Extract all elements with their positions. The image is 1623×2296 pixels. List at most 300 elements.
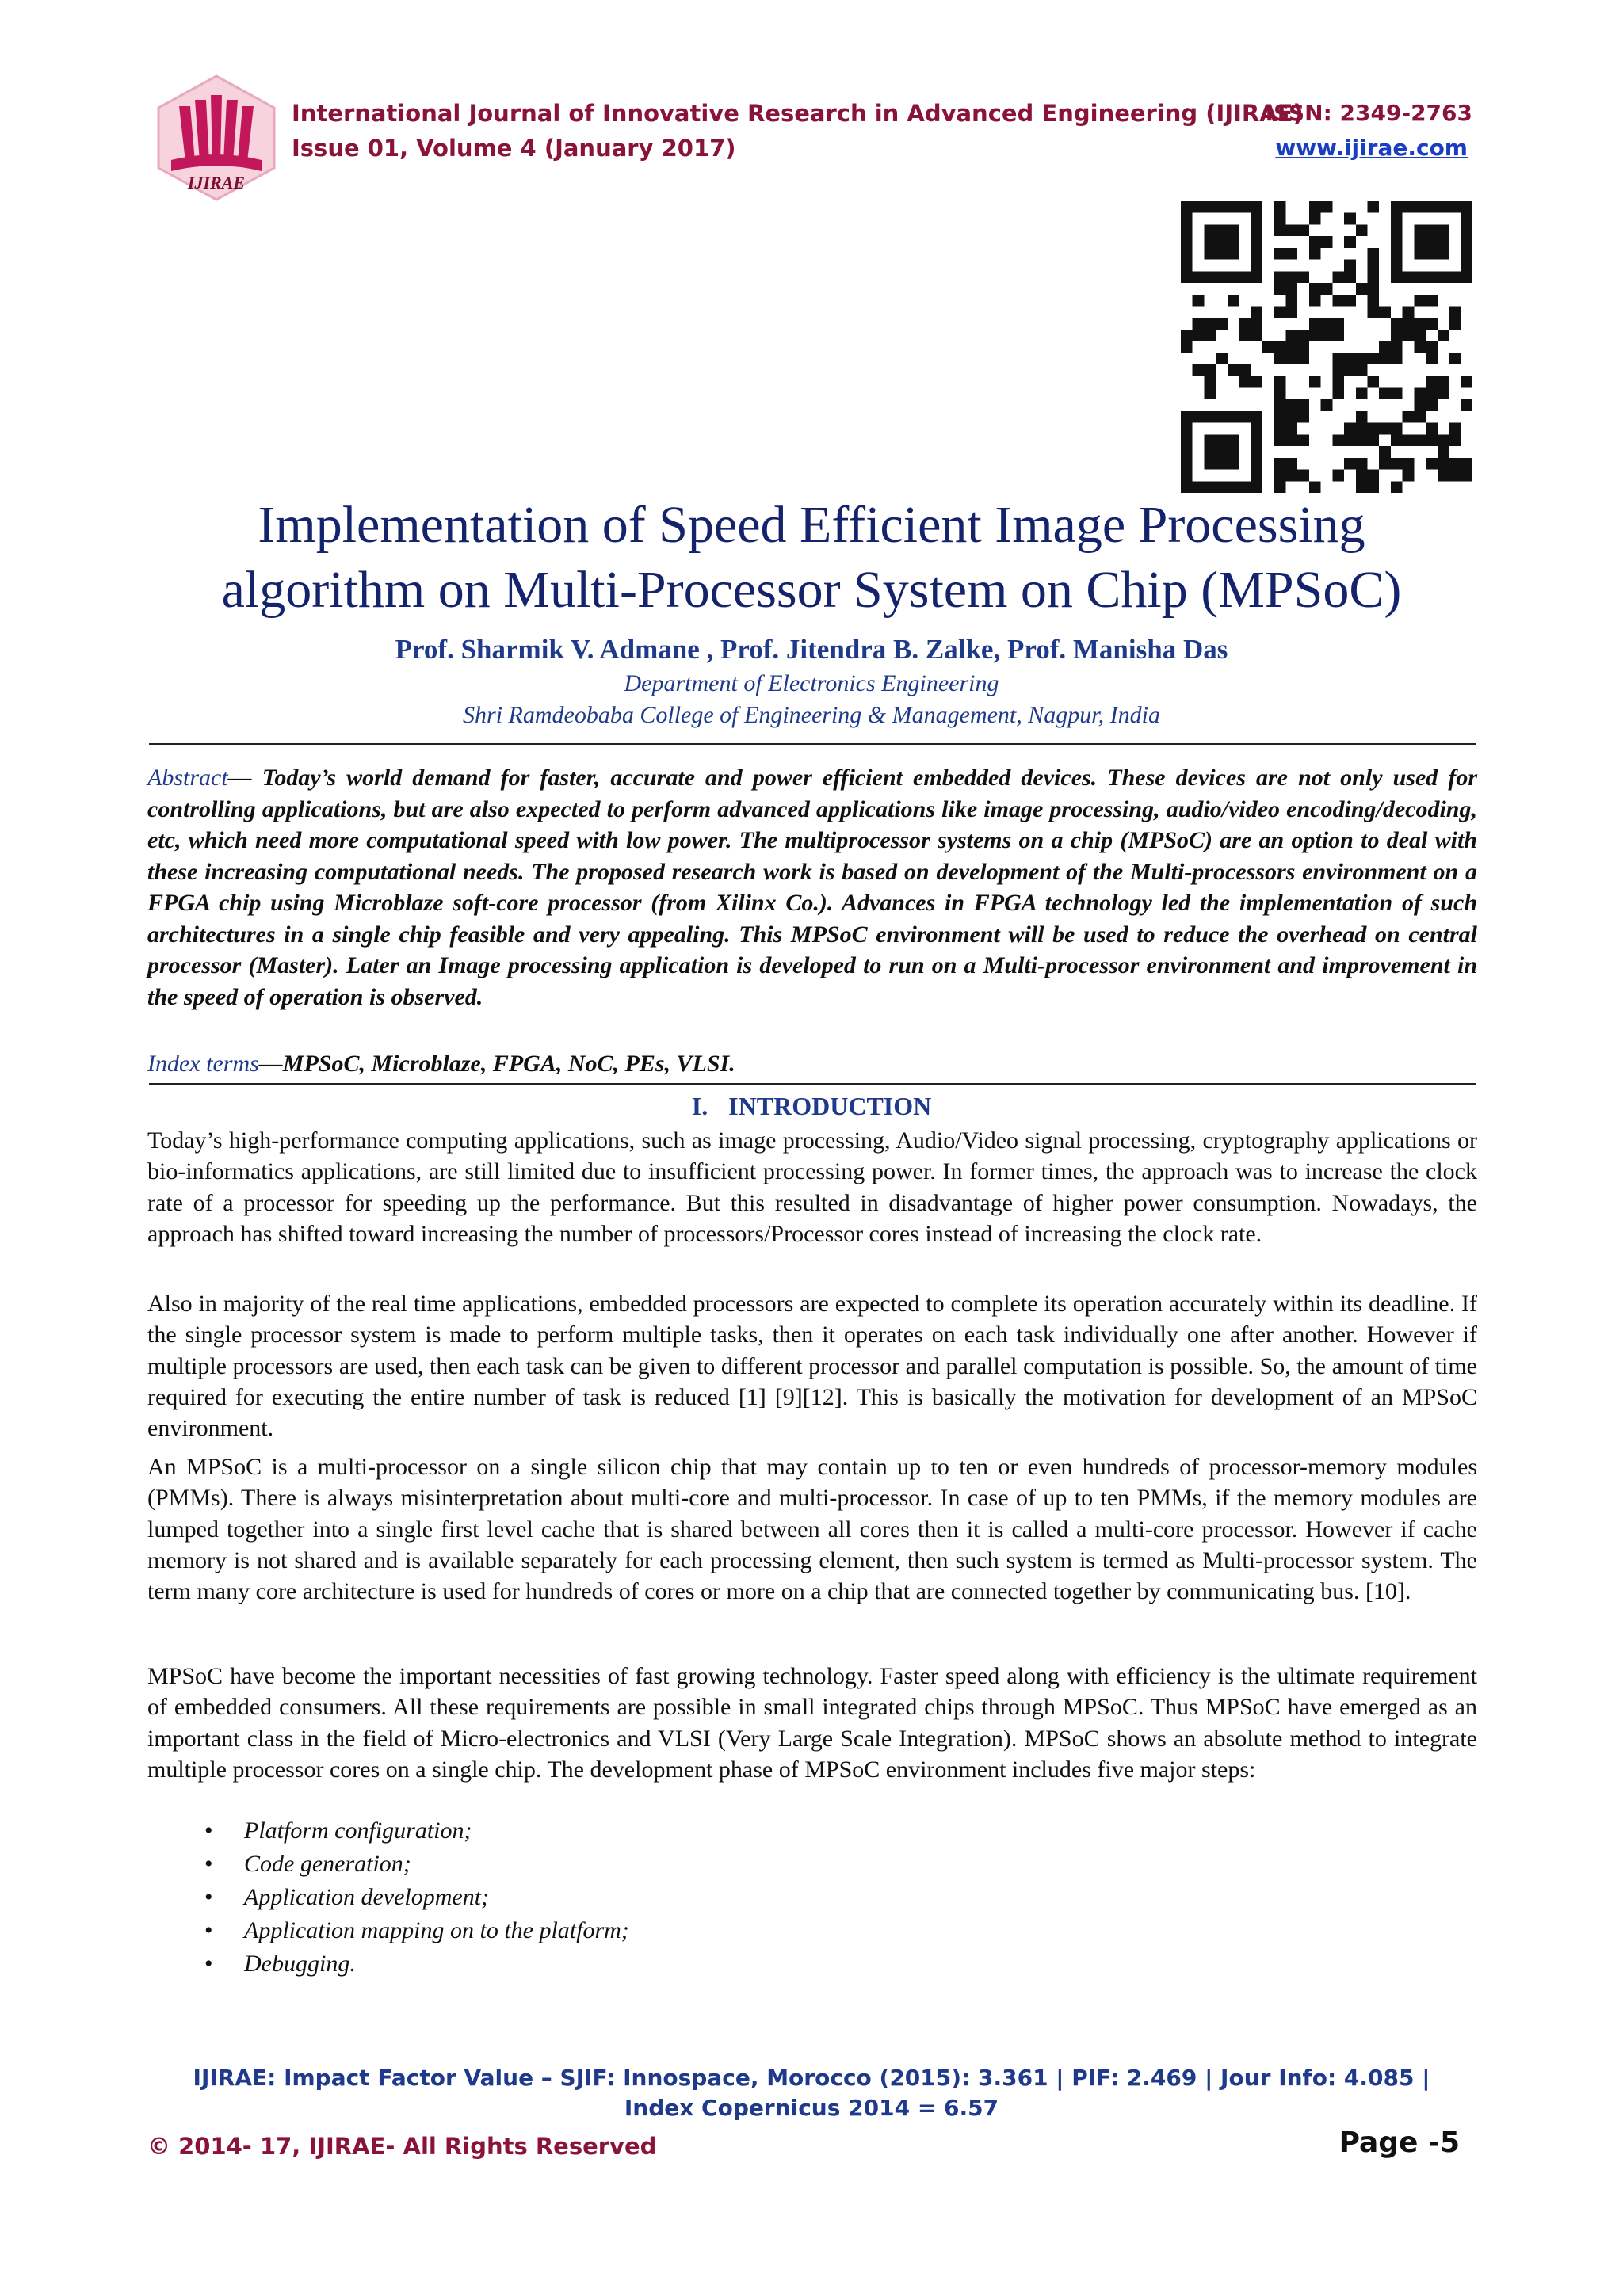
qr-module: [1239, 411, 1251, 423]
qr-module: [1379, 306, 1391, 318]
qr-module: [1228, 236, 1239, 248]
qr-module: [1356, 481, 1368, 493]
qr-module: [1426, 341, 1438, 353]
qr-module: [1297, 411, 1309, 423]
qr-module: [1274, 458, 1286, 470]
qr-module: [1391, 388, 1403, 400]
development-steps-list: [204, 1814, 629, 1981]
qr-module: [1181, 411, 1193, 423]
qr-module: [1274, 399, 1286, 411]
qr-module: [1414, 201, 1426, 213]
qr-module: [1285, 283, 1297, 295]
qr-module: [1181, 341, 1193, 353]
qr-module: [1204, 330, 1216, 341]
qr-module: [1414, 330, 1426, 341]
qr-module: [1391, 458, 1403, 470]
qr-module: [1251, 260, 1262, 272]
qr-module: [1297, 399, 1309, 411]
qr-module: [1309, 376, 1321, 388]
qr-module: [1356, 411, 1368, 423]
qr-module: [1285, 434, 1297, 446]
qr-module: [1181, 458, 1193, 470]
qr-module: [1274, 353, 1286, 364]
issue-info: Issue 01, Volume 4 (January 2017): [292, 135, 736, 162]
qr-module: [1216, 318, 1228, 330]
qr-module: [1285, 295, 1297, 307]
qr-module: [1309, 318, 1321, 330]
qr-module: [1426, 399, 1438, 411]
qr-module: [1309, 330, 1321, 341]
qr-module: [1193, 201, 1205, 213]
qr-module: [1274, 388, 1286, 400]
qr-module: [1449, 318, 1461, 330]
qr-module: [1251, 248, 1262, 260]
qr-module: [1461, 260, 1472, 272]
affiliation: Shri Ramdeobaba College of Engineering & Management, Nagpur, India: [463, 702, 1160, 728]
qr-module: [1193, 481, 1205, 493]
qr-module: [1391, 423, 1403, 435]
department: Department of Electronics Engineering: [624, 670, 999, 696]
qr-module: [1228, 434, 1239, 446]
qr-module: [1414, 248, 1426, 260]
qr-module: [1461, 248, 1472, 260]
qr-module: [1216, 411, 1228, 423]
qr-module: [1181, 481, 1193, 493]
qr-module: [1251, 236, 1262, 248]
qr-module: [1193, 330, 1205, 341]
qr-module: [1285, 423, 1297, 435]
qr-module: [1391, 201, 1403, 213]
qr-module: [1344, 260, 1356, 272]
qr-module: [1204, 318, 1216, 330]
qr-module: [1426, 434, 1438, 446]
qr-module: [1461, 201, 1472, 213]
qr-module: [1438, 470, 1449, 482]
qr-module: [1379, 341, 1391, 353]
divider: [149, 743, 1476, 745]
qr-module: [1426, 248, 1438, 260]
qr-module: [1251, 481, 1262, 493]
qr-module: [1426, 423, 1438, 435]
qr-module: [1321, 318, 1333, 330]
qr-module: [1285, 306, 1297, 318]
qr-module: [1251, 318, 1262, 330]
qr-module: [1344, 295, 1356, 307]
qr-module: [1251, 470, 1262, 482]
qr-module: [1461, 224, 1472, 236]
qr-module: [1332, 353, 1344, 364]
qr-module: [1426, 271, 1438, 283]
qr-module: [1391, 353, 1403, 364]
qr-module: [1449, 470, 1461, 482]
qr-module: [1204, 271, 1216, 283]
qr-module: [1251, 213, 1262, 225]
qr-module: [1274, 248, 1286, 260]
qr-module: [1368, 295, 1380, 307]
qr-module: [1379, 423, 1391, 435]
qr-module: [1274, 481, 1286, 493]
qr-module: [1309, 283, 1321, 295]
qr-module: [1414, 295, 1426, 307]
qr-module: [1181, 434, 1193, 446]
qr-module: [1285, 330, 1297, 341]
qr-module: [1426, 376, 1438, 388]
qr-module: [1379, 388, 1391, 400]
qr-module: [1204, 458, 1216, 470]
qr-module: [1204, 446, 1216, 458]
qr-module: [1461, 458, 1472, 470]
qr-module: [1332, 434, 1344, 446]
qr-module: [1204, 201, 1216, 213]
qr-module: [1438, 376, 1449, 388]
index-copernicus-line: Index Copernicus 2014 = 6.57: [624, 2095, 999, 2121]
qr-module: [1438, 271, 1449, 283]
qr-module: [1297, 341, 1309, 353]
qr-module: [1251, 458, 1262, 470]
qr-module: [1379, 446, 1391, 458]
qr-module: [1344, 434, 1356, 446]
qr-module: [1368, 260, 1380, 272]
paper-title-line-2: algorithm on Multi-Processor System on Chip (MPSoC): [221, 561, 1402, 619]
qr-module: [1251, 411, 1262, 423]
qr-module: [1321, 399, 1333, 411]
qr-module: [1181, 224, 1193, 236]
qr-module: [1239, 376, 1251, 388]
qr-module: [1285, 353, 1297, 364]
abstract: [147, 762, 1477, 1013]
qr-module: [1368, 271, 1380, 283]
qr-module: [1297, 434, 1309, 446]
qr-module: [1228, 458, 1239, 470]
list-item: • Application mapping on to the platform;: [204, 1914, 629, 1947]
qr-module: [1391, 248, 1403, 260]
qr-module: [1297, 330, 1309, 341]
abstract-text: Today’s world demand for faster, accurate and power efficient embedded devices. These devices are not only used for controlling applications, but are also expected to perform advanced applications like image processing, audio/video encoding/decoding, etc, which need more computational speed with low power. The multiprocessor systems on a chip (MPSoC) are an option to deal with these increasing computational needs. The proposed research work is based on development of the Multi-processors environment on a FPGA chip using Microblaze soft-core processor (from Xilinx Co.). Advances in FPGA technology led the implementation of such architectures in a single chip feasible and very appealing. This MPSoC environment will be used to reduce the overhead on central processor (Master). Later an Image processing application is developed to run on a Multi-processor environment and improvement in the speed of operation is observed.: [147, 765, 1478, 1010]
qr-module: [1228, 481, 1239, 493]
qr-module: [1391, 260, 1403, 272]
qr-module: [1216, 271, 1228, 283]
qr-module: [1332, 295, 1344, 307]
paper-title: [149, 493, 1474, 623]
qr-module: [1414, 224, 1426, 236]
qr-module: [1449, 458, 1461, 470]
qr-module: [1356, 283, 1368, 295]
copyright: © 2014- 17, IJIRAE- All Rights Reserved: [147, 2133, 657, 2160]
qr-module: [1344, 458, 1356, 470]
qr-module: [1449, 423, 1461, 435]
svg-text:IJIRAE: IJIRAE: [187, 173, 246, 193]
qr-module: [1228, 364, 1239, 376]
qr-module: [1216, 481, 1228, 493]
qr-module: [1181, 236, 1193, 248]
qr-module: [1216, 353, 1228, 364]
qr-module: [1274, 271, 1286, 283]
qr-code: [1181, 201, 1472, 493]
qr-module: [1228, 248, 1239, 260]
qr-module: [1344, 271, 1356, 283]
qr-module: [1368, 201, 1380, 213]
qr-module: [1368, 353, 1380, 364]
qr-module: [1403, 458, 1415, 470]
qr-module: [1426, 388, 1438, 400]
qr-module: [1321, 236, 1333, 248]
qr-module: [1204, 224, 1216, 236]
qr-module: [1461, 470, 1472, 482]
qr-module: [1426, 295, 1438, 307]
list-item: • Debugging.: [204, 1947, 629, 1981]
qr-module: [1181, 470, 1193, 482]
qr-module: [1449, 201, 1461, 213]
qr-module: [1321, 330, 1333, 341]
qr-module: [1414, 318, 1426, 330]
qr-module: [1285, 224, 1297, 236]
qr-module: [1228, 224, 1239, 236]
qr-module: [1274, 376, 1286, 388]
qr-module: [1414, 236, 1426, 248]
qr-module: [1403, 201, 1415, 213]
qr-module: [1414, 411, 1426, 423]
qr-module: [1356, 458, 1368, 470]
qr-module: [1438, 446, 1449, 458]
qr-module: [1391, 213, 1403, 225]
qr-module: [1193, 411, 1205, 423]
qr-module: [1391, 341, 1403, 353]
qr-module: [1449, 434, 1461, 446]
qr-module: [1228, 295, 1239, 307]
qr-module: [1438, 224, 1449, 236]
qr-module: [1181, 446, 1193, 458]
qr-module: [1309, 481, 1321, 493]
qr-module: [1216, 224, 1228, 236]
qr-module: [1239, 271, 1251, 283]
qr-module: [1274, 213, 1286, 225]
journal-website-link[interactable]: www.ijirae.com: [1275, 135, 1468, 161]
qr-module: [1426, 458, 1438, 470]
qr-module: [1391, 224, 1403, 236]
qr-module: [1321, 201, 1333, 213]
qr-module: [1391, 434, 1403, 446]
qr-module: [1297, 470, 1309, 482]
qr-module: [1391, 330, 1403, 341]
qr-module: [1181, 260, 1193, 272]
qr-module: [1251, 271, 1262, 283]
qr-module: [1368, 283, 1380, 295]
qr-module: [1285, 271, 1297, 283]
list-item: • Application development;: [204, 1881, 629, 1914]
qr-module: [1403, 271, 1415, 283]
qr-module: [1332, 388, 1344, 400]
section-number: I.: [691, 1092, 708, 1120]
divider: [149, 1083, 1476, 1085]
qr-module: [1356, 388, 1368, 400]
qr-module: [1274, 224, 1286, 236]
qr-module: [1216, 434, 1228, 446]
qr-module: [1368, 434, 1380, 446]
qr-module: [1285, 458, 1297, 470]
qr-module: [1216, 201, 1228, 213]
qr-module: [1403, 330, 1415, 341]
paper-title-line-1: Implementation of Speed Efficient Image Processing: [258, 496, 1365, 554]
qr-module: [1332, 376, 1344, 388]
qr-module: [1285, 248, 1297, 260]
qr-module: [1251, 224, 1262, 236]
qr-module: [1239, 364, 1251, 376]
qr-module: [1414, 388, 1426, 400]
qr-module: [1251, 306, 1262, 318]
qr-module: [1193, 364, 1205, 376]
qr-module: [1403, 318, 1415, 330]
qr-module: [1228, 271, 1239, 283]
qr-module: [1285, 470, 1297, 482]
qr-module: [1391, 271, 1403, 283]
qr-module: [1344, 364, 1356, 376]
qr-module: [1449, 306, 1461, 318]
qr-module: [1228, 201, 1239, 213]
qr-module: [1204, 236, 1216, 248]
qr-module: [1438, 434, 1449, 446]
qr-module: [1228, 446, 1239, 458]
qr-module: [1251, 446, 1262, 458]
qr-module: [1403, 306, 1415, 318]
qr-module: [1332, 318, 1344, 330]
qr-module: [1181, 330, 1193, 341]
body-paragraph: MPSoC have become the important necessities of fast growing technology. Faster speed along with efficiency is the ultimate requirement of embedded consumers. All these requirements are possible in small integrated chips through MPSoC. Thus MPSoC have emerged as an important class in the field of Micro-electronics and VLSI (Very Large Scale Integration). MPSoC shows an absolute method to integrate multiple processor cores on a single chip. The development phase of MPSoC environment includes five major steps:: [147, 1663, 1477, 1783]
qr-module: [1379, 458, 1391, 470]
qr-module: [1391, 236, 1403, 248]
qr-module: [1204, 481, 1216, 493]
qr-module: [1356, 224, 1368, 236]
qr-module: [1344, 236, 1356, 248]
qr-module: [1297, 353, 1309, 364]
journal-name: International Journal of Innovative Research in Advanced Engineering (IJIRAE): [292, 100, 1304, 127]
qr-module: [1414, 434, 1426, 446]
qr-module: [1216, 236, 1228, 248]
qr-module: [1274, 306, 1286, 318]
qr-module: [1356, 353, 1368, 364]
qr-module: [1181, 248, 1193, 260]
qr-module: [1274, 201, 1286, 213]
qr-module: [1344, 213, 1356, 225]
qr-module: [1204, 434, 1216, 446]
qr-module: [1251, 376, 1262, 388]
qr-module: [1321, 283, 1333, 295]
page-number: Page -5: [1338, 2126, 1460, 2159]
qr-module: [1251, 201, 1262, 213]
qr-module: [1251, 330, 1262, 341]
qr-module: [1344, 353, 1356, 364]
index-terms-text: —MPSoC, Microblaze, FPGA, NoC, PEs, VLSI.: [258, 1051, 735, 1077]
qr-module: [1309, 248, 1321, 260]
qr-module: [1426, 236, 1438, 248]
qr-module: [1181, 213, 1193, 225]
qr-module: [1426, 318, 1438, 330]
issn: ISSN: 2349-2763: [1265, 100, 1472, 126]
qr-module: [1438, 248, 1449, 260]
qr-module: [1414, 271, 1426, 283]
qr-module: [1193, 295, 1205, 307]
qr-module: [1193, 271, 1205, 283]
body-paragraph: An MPSoC is a multi-processor on a single silicon chip that may contain up to ten or even hundreds of processor-memory modules (PMMs). There is always misinterpretation about multi-core and multi-processor. In case of up to ten PMMs, if the memory modules are lumped together into a single first level cache that is shared between all cores then it is called a multi-core processor. However if cache memory is not shared and is available separately for each processing element, then such system is termed as Multi-processor system. The term many core architecture is used for hundreds of cores or more on a chip that are connected together by communicating bus. [10].: [147, 1454, 1477, 1605]
qr-module: [1228, 411, 1239, 423]
qr-module: [1285, 399, 1297, 411]
qr-module: [1204, 388, 1216, 400]
qr-module: [1297, 271, 1309, 283]
qr-module: [1461, 376, 1472, 388]
impact-factor-line: IJIRAE: Impact Factor Value – SJIF: Innospace, Morocco (2015): 3.361 | PIF: 2.469 | Jour Info: 4.085 |: [193, 2065, 1430, 2091]
qr-module: [1297, 224, 1309, 236]
authors: Prof. Sharmik V. Admane , Prof. Jitendra B. Zalke, Prof. Manisha Das: [395, 634, 1228, 665]
qr-module: [1309, 295, 1321, 307]
qr-module: [1251, 434, 1262, 446]
qr-module: [1216, 446, 1228, 458]
qr-module: [1239, 481, 1251, 493]
qr-module: [1216, 248, 1228, 260]
qr-module: [1262, 341, 1274, 353]
body-paragraph: Also in majority of the real time applications, embedded processors are expected to complete its operation accurately within its deadline. If the single processor system is made to perform multiple tasks, then it operates on each task individually one after another. However if multiple processors are used, then each task can be given to different processor and parallel computation is possible. So, the amount of time required for executing the entire number of task is reduced [1] [9][12]. This is basically the motivation for development of an MPSoC environment.: [147, 1291, 1477, 1442]
qr-module: [1285, 411, 1297, 423]
section-title: INTRODUCTION: [728, 1092, 932, 1120]
qr-module: [1403, 434, 1415, 446]
qr-module: [1438, 201, 1449, 213]
qr-module: [1426, 353, 1438, 364]
qr-module: [1181, 423, 1193, 435]
qr-module: [1449, 353, 1461, 364]
list-item: • Platform configuration;: [204, 1814, 629, 1848]
qr-module: [1332, 330, 1344, 341]
qr-module: [1426, 224, 1438, 236]
qr-module: [1356, 434, 1368, 446]
qr-module: [1438, 388, 1449, 400]
qr-module: [1274, 341, 1286, 353]
qr-module: [1332, 364, 1344, 376]
qr-module: [1403, 411, 1415, 423]
qr-module: [1379, 353, 1391, 364]
qr-module: [1461, 271, 1472, 283]
qr-module: [1438, 458, 1449, 470]
qr-module: [1391, 481, 1403, 493]
qr-module: [1251, 423, 1262, 435]
qr-module: [1368, 376, 1380, 388]
qr-module: [1274, 423, 1286, 435]
qr-module: [1204, 376, 1216, 388]
list-item: • Code generation;: [204, 1848, 629, 1881]
index-terms: [147, 1051, 1477, 1077]
qr-module: [1274, 470, 1286, 482]
qr-module: [1449, 271, 1461, 283]
qr-module: [1344, 423, 1356, 435]
index-terms-label: Index terms: [147, 1051, 259, 1077]
section-heading: [149, 1092, 1474, 1121]
qr-module: [1368, 470, 1380, 482]
qr-module: [1216, 458, 1228, 470]
journal-logo: [149, 73, 284, 204]
abstract-label: Abstract: [147, 765, 228, 791]
qr-module: [1239, 318, 1251, 330]
qr-module: [1181, 201, 1193, 213]
qr-module: [1274, 283, 1286, 295]
qr-module: [1239, 330, 1251, 341]
qr-module: [1368, 306, 1380, 318]
qr-module: [1461, 213, 1472, 225]
qr-module: [1193, 318, 1205, 330]
qr-module: [1239, 201, 1251, 213]
qr-module: [1356, 423, 1368, 435]
qr-module: [1181, 271, 1193, 283]
qr-module: [1274, 434, 1286, 446]
qr-module: [1391, 318, 1403, 330]
qr-module: [1274, 411, 1286, 423]
qr-module: [1426, 201, 1438, 213]
